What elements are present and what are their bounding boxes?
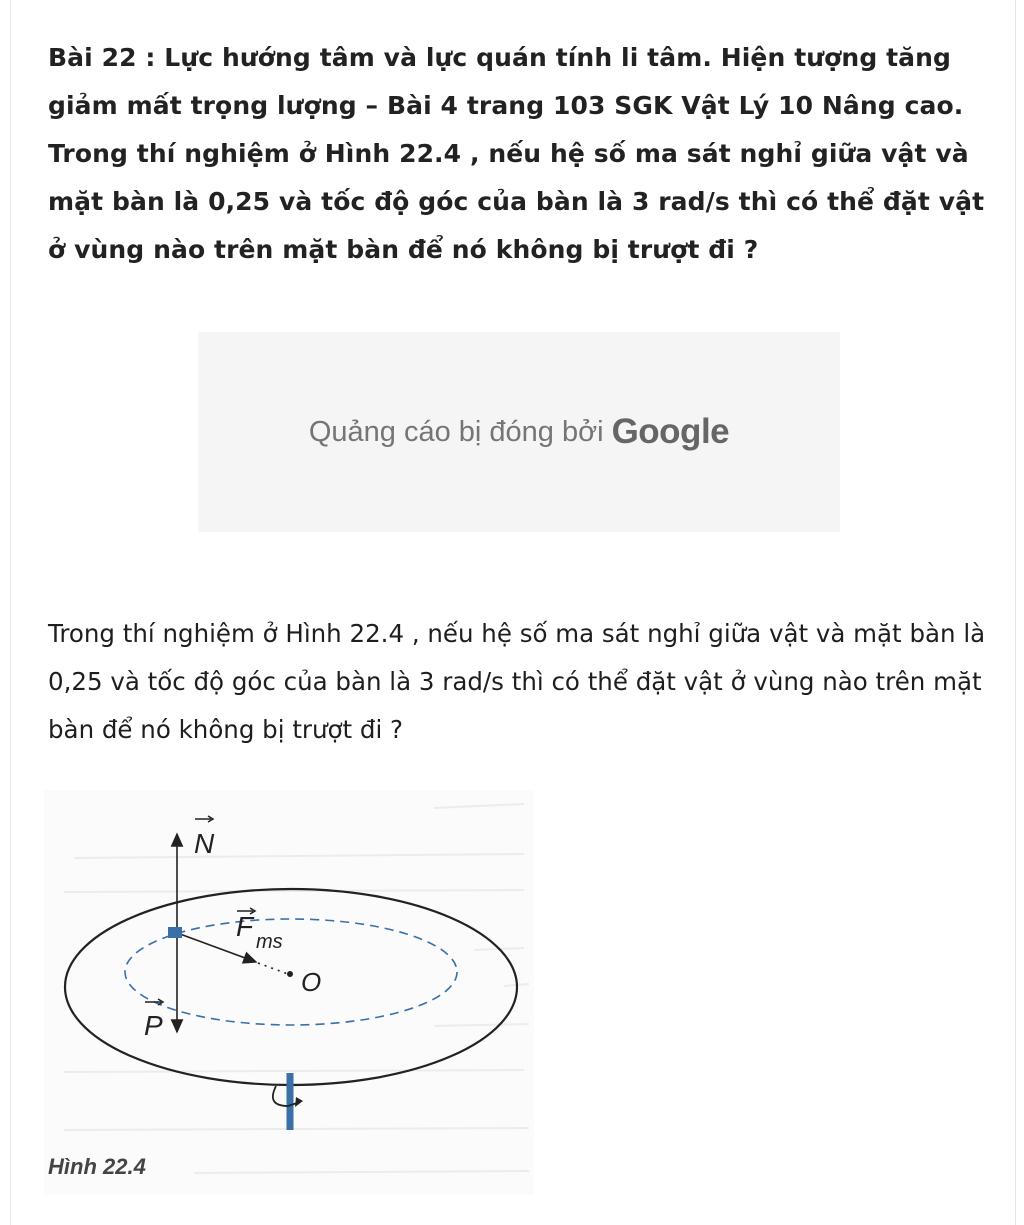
- page-border-right: [1015, 0, 1016, 1225]
- ad-closed-text: Quảng cáo bị đóng bởi: [308, 415, 604, 448]
- label-o: O: [301, 967, 322, 997]
- label-n: N: [194, 828, 215, 859]
- question-text: Trong thí nghiệm ở Hình 22.4 , nếu hệ số ma sát nghỉ giữa vật và mặt bàn là 0,25 và tốc độ góc của bàn là 3 rad/s thì có thể đặt vật ở vùng nào trên mặt bàn để nó không bị trượt đi ?: [48, 619, 986, 744]
- page-border-left: [10, 0, 11, 1225]
- rotating-table-diagram: [44, 790, 534, 1195]
- center-point-o: [287, 971, 293, 977]
- article-title: Bài 22 : Lực hướng tâm và lực quán tính li tâm. Hiện tượng tăng giảm mất trọng lượng – Bài 4 trang 103 SGK Vật Lý 10 Nâng cao. Trong thí nghiệm ở Hình 22.4 , nếu hệ số ma sát nghỉ giữa vật và mặt bàn là 0,25 và tốc độ góc của bàn là 3 rad/s thì có thể đặt vật ở vùng nào trên mặt bàn để nó không bị trượt đi ?: [48, 43, 985, 264]
- closed-ad-placeholder[interactable]: [198, 332, 840, 532]
- label-f-subscript: ms: [256, 931, 283, 953]
- rotation-arrow-head: [295, 1097, 303, 1107]
- figure-22-4: [44, 790, 534, 1195]
- friction-dotted-extension: [258, 963, 288, 974]
- google-logo: Google: [611, 412, 730, 451]
- figure-caption: Hình 22.4: [48, 1154, 146, 1179]
- label-p: P: [144, 1010, 163, 1041]
- object-block: [168, 927, 182, 938]
- label-f: F: [236, 911, 254, 942]
